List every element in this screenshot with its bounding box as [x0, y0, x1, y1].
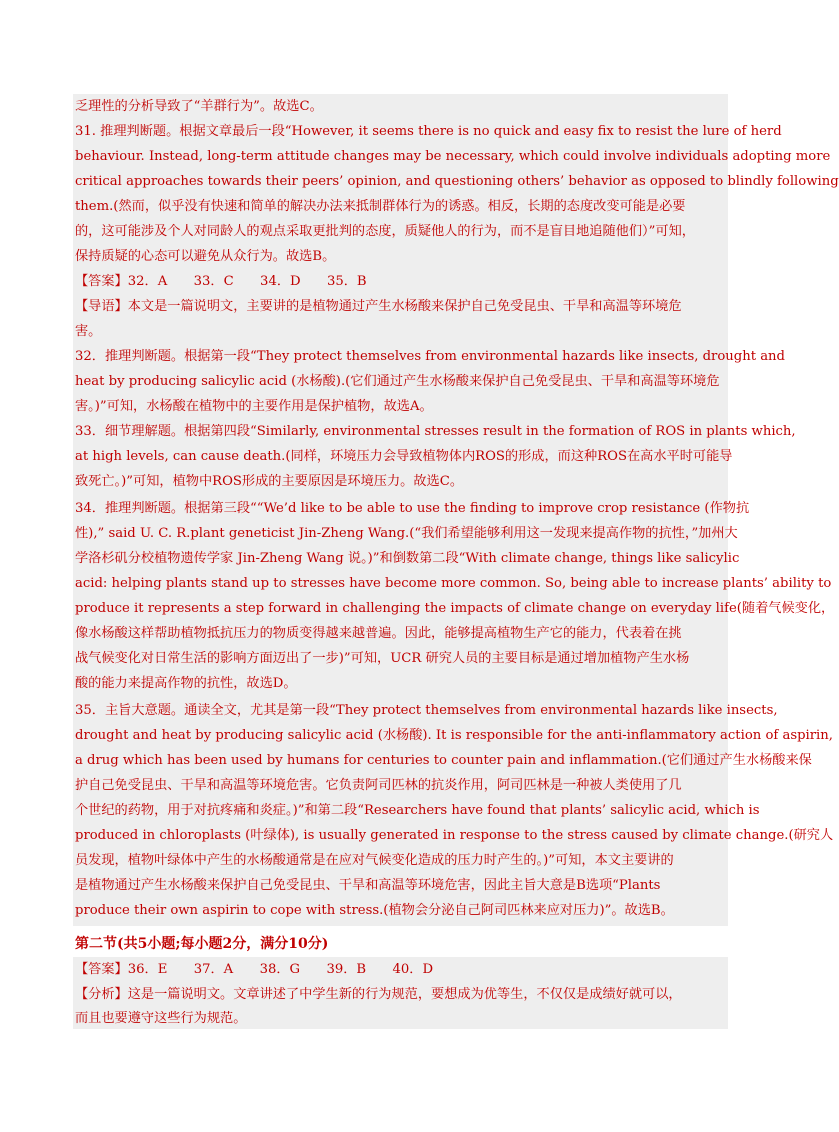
text-line: heat by producing salicylic acid (水杨酸).(它们通过产生水杨酸来保护自己免受昆虫、干旱和高温等环境危	[75, 374, 720, 389]
text-line: 34．推理判断题。根据第三段““We’d like to be able to use the finding to improve crop resistance (作物抗	[75, 501, 750, 516]
text-line: 员发现，植物叶绿体中产生的水杨酸通常是在应对气候变化造成的压力时产生的。)”可知，本文主要讲的	[75, 853, 674, 868]
text-line: a drug which has been used by humans for centuries to counter pain and inflammation.(它们通过产生水杨酸来保	[75, 753, 812, 768]
text-line: 是植物通过产生水杨酸来保护自己免受昆虫、干旱和高温等环境危害，因此主旨大意是B选项“Plants	[75, 878, 661, 893]
text-line: 乏理性的分析导致了“羊群行为”。故选C。	[75, 99, 323, 114]
text-line: produce it represents a step forward in challenging the impacts of climate change on everyday life(随着气候变化，	[75, 601, 835, 616]
text-line: 的，这可能涉及个人对同龄人的观点采取更批判的态度，质疑他人的行为，而不是盲目地追随他们）”可知，	[75, 224, 695, 239]
text-line: 害。)”可知，水杨酸在植物中的主要作用是保护植物，故选A。	[75, 399, 433, 414]
text-line: drought and heat by producing salicylic acid (水杨酸). It is responsible for the anti-inflammatory action of aspirin,	[75, 728, 833, 743]
text-line: 【导语】本文是一篇说明文，主要讲的是植物通过产生水杨酸来保护自己免受昆虫、干旱和高温等环境危	[75, 299, 682, 314]
text-line: 33．细节理解题。根据第四段“Similarly, environmental stresses result in the formation of ROS in plants which,	[75, 424, 796, 439]
text-line: 害。	[75, 324, 102, 339]
text-line: 致死亡。)”可知，植物中ROS形成的主要原因是环境压力。故选C。	[75, 474, 464, 489]
text-line: at high levels, can cause death.(同样，环境压力会导致植物体内ROS的形成，而这种ROS在高水平时可能导	[75, 449, 733, 464]
text-line: behaviour. Instead, long-term attitude changes may be necessary, which could involve individuals adopting more	[75, 149, 831, 164]
text-line: 35．主旨大意题。通读全文，尤其是第一段“They protect themselves from environmental hazards like insects,	[75, 703, 778, 718]
text-line: 战气候变化对日常生活的影响方面迈出了一步)”可知，UCR 研究人员的主要目标是通过增加植物产生水杨	[75, 651, 690, 666]
text-line: produced in chloroplasts (叶绿体), is usually generated in response to the stress caused by climate change.(研究人	[75, 828, 834, 843]
answer-line: 【答案】36．E 37．A 38．G 39．B 40．D	[75, 962, 434, 977]
text-line: produce their own aspirin to cope with stress.(植物会分泌自己阿司匹林来应对压力)”。故选B。	[75, 903, 674, 918]
text-line: 保持质疑的心态可以避免从众行为。故选B。	[75, 249, 336, 264]
text-line: 31. 推理判断题。根据文章最后一段“However, it seems there is no quick and easy fix to resist the lure of herd	[75, 124, 782, 139]
answer-line: 【答案】32．A 33．C 34．D 35．B	[75, 274, 367, 289]
text-line: them.(然而，似乎没有快速和简单的解决办法来抵制群体行为的诱惑。相反，长期的态度改变可能是必要	[75, 199, 686, 214]
text-line: acid: helping plants stand up to stresses have become more common. So, being able to increase plants’ ability to	[75, 576, 832, 591]
text-line: critical approaches towards their peers’ opinion, and questioning others’ behavior as opposed to blindly following	[75, 174, 839, 189]
text-line: 个世纪的药物，用于对抗疼痛和炎症。)”和第二段“Researchers have found that plants’ salicylic acid, which is	[75, 803, 760, 818]
text-line: 32．推理判断题。根据第一段“They protect themselves from environmental hazards like insects, drought and	[75, 349, 785, 364]
section-heading: 第二节(共5小题;每小题2分，满分10分)	[75, 936, 329, 952]
text-line: 【分析】这是一篇说明文。文章讲述了中学生新的行为规范，要想成为优等生，不仅仅是成绩好就可以，	[75, 987, 682, 1002]
text-line: 护自己免受昆虫、干旱和高温等环境危害。它负责阿司匹林的抗炎作用，阿司匹林是一种被人类使用了几	[75, 778, 682, 793]
text-line: 像水杨酸这样帮助植物抵抗压力的物质变得越来越普遍。因此，能够提高植物生产它的能力，代表着在挑	[75, 626, 682, 641]
text-line: 性),” said U. C. R.plant geneticist Jin-Zheng Wang.(“我们希望能够利用这一发现来提高作物的抗性，”加州大	[75, 526, 738, 541]
text-line: 而且也要遵守这些行为规范。	[75, 1011, 247, 1026]
text-line: 学洛杉矶分校植物遗传学家 Jin-Zheng Wang 说。)”和倒数第二段“With climate change, things like salicylic	[75, 551, 740, 566]
text-line: 酸的能力来提高作物的抗性，故选D。	[75, 676, 297, 691]
